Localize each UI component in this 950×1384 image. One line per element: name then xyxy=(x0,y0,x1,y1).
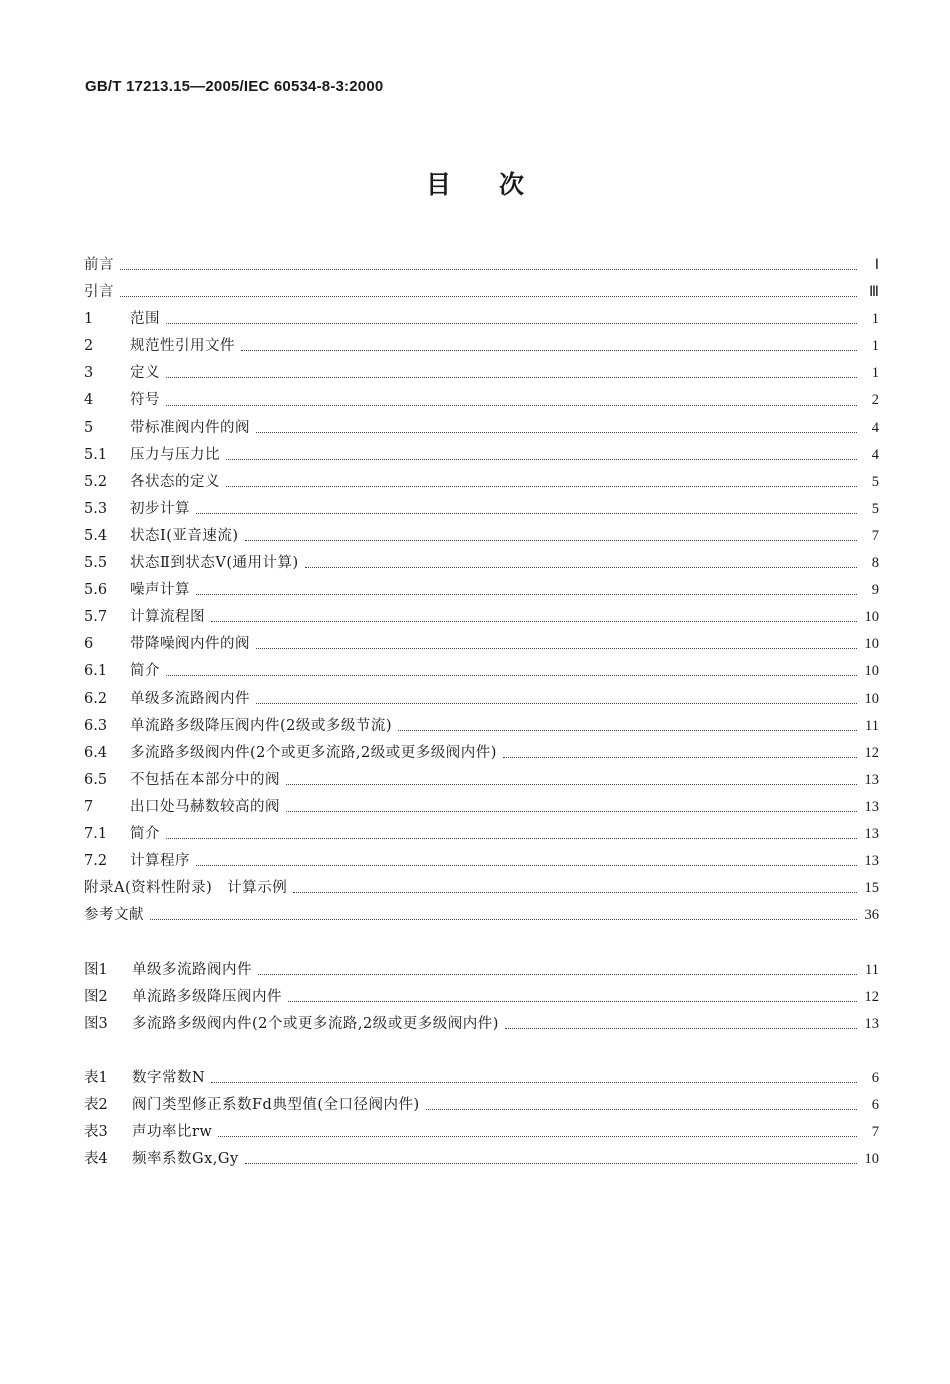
dot-leader xyxy=(258,974,857,975)
toc-entry[interactable] xyxy=(84,659,879,686)
entry-label: 状态Ⅰ(亚音速流) xyxy=(130,527,239,544)
entry-number: 图1 xyxy=(84,962,108,978)
entry-label: 出口处马赫数较高的阀 xyxy=(130,798,280,815)
toc-entry[interactable] xyxy=(84,524,879,551)
toc-entry[interactable] xyxy=(84,334,879,361)
entry-page-number: 13 xyxy=(864,798,879,815)
entry-label: 多流路多级阀内件(2个或更多流路,2级或更多级阀内件) xyxy=(132,1016,499,1033)
entry-page-number: 6 xyxy=(871,1097,879,1114)
entry-label: 单流路多级降压阀内件(2级或多级节流) xyxy=(130,717,393,734)
entry-number: 7.1 xyxy=(84,825,108,842)
dot-leader xyxy=(241,350,857,351)
entry-page-number: 13 xyxy=(864,771,879,788)
dot-leader xyxy=(196,865,857,866)
entry-number: 表4 xyxy=(84,1151,108,1168)
entry-label: 初步计算 xyxy=(130,500,190,517)
toc-entry[interactable] xyxy=(84,822,879,849)
entry-page-number: 10 xyxy=(864,690,879,707)
toc-entry[interactable] xyxy=(84,253,879,280)
entry-label: 前言 xyxy=(84,257,114,273)
entry-label: 符号 xyxy=(130,392,160,409)
entry-page-number: Ⅲ xyxy=(869,284,879,301)
entry-page-number: 5 xyxy=(871,473,879,490)
entry-label: 单级多流路阀内件 xyxy=(132,962,252,978)
entry-page-number: 10 xyxy=(864,663,879,680)
entry-number: 6.2 xyxy=(84,690,108,707)
entry-number: 6.5 xyxy=(84,771,108,788)
entry-page-number: 13 xyxy=(864,853,879,870)
entry-number: 图2 xyxy=(84,989,108,1006)
entry-page-number: 7 xyxy=(871,1124,879,1141)
dot-leader xyxy=(256,703,857,704)
dot-leader xyxy=(218,1136,857,1137)
dot-leader xyxy=(503,757,857,758)
entry-page-number: 7 xyxy=(871,527,879,544)
entry-label: 简介 xyxy=(130,825,160,842)
entry-number: 5.2 xyxy=(84,473,108,490)
dot-leader xyxy=(505,1028,857,1029)
toc-entry[interactable] xyxy=(84,470,879,497)
entry-page-number: 5 xyxy=(871,500,879,517)
entry-page-number: 12 xyxy=(864,989,879,1006)
entry-label: 计算流程图 xyxy=(130,609,205,626)
entry-number: 5.3 xyxy=(84,500,108,517)
dot-leader xyxy=(226,459,857,460)
entry-number: 5.7 xyxy=(84,609,108,626)
entry-page-number: 10 xyxy=(864,1151,879,1168)
table-entry[interactable] xyxy=(84,1147,879,1174)
dot-leader xyxy=(196,513,857,514)
dot-leader xyxy=(196,594,857,595)
dot-leader xyxy=(256,648,857,649)
entry-number: 6.3 xyxy=(84,717,108,734)
dot-leader xyxy=(226,486,857,487)
entry-page-number: 6 xyxy=(871,1070,879,1086)
toc-figure-list xyxy=(84,958,879,1039)
dot-leader xyxy=(166,377,857,378)
entry-number: 3 xyxy=(84,365,94,382)
figure-entry[interactable] xyxy=(84,1012,879,1039)
toc-entry[interactable] xyxy=(84,551,879,578)
entry-number: 6 xyxy=(84,636,94,653)
entry-label: 简介 xyxy=(130,663,160,680)
entry-label: 不包括在本部分中的阀 xyxy=(130,771,280,788)
entry-page-number: Ⅰ xyxy=(874,257,879,273)
figure-entry[interactable] xyxy=(84,985,879,1012)
entry-page-number: 1 xyxy=(871,365,879,382)
entry-page-number: 4 xyxy=(871,446,879,463)
dot-leader xyxy=(166,675,857,676)
entry-number: 6.4 xyxy=(84,744,108,761)
entry-page-number: 9 xyxy=(871,582,879,599)
dot-leader xyxy=(120,296,857,297)
dot-leader xyxy=(245,540,857,541)
toc-entry[interactable] xyxy=(84,416,879,443)
entry-page-number: 15 xyxy=(864,880,879,897)
entry-label: 各状态的定义 xyxy=(130,473,220,490)
standard-code: GB/T 17213.15—2005/IEC 60534-8-3:2000 xyxy=(85,78,384,95)
toc-entry[interactable] xyxy=(84,443,879,470)
toc-entry[interactable] xyxy=(84,307,879,334)
entry-page-number: 11 xyxy=(865,717,879,734)
dot-leader xyxy=(305,567,857,568)
toc-entry[interactable] xyxy=(84,876,879,903)
dot-leader xyxy=(426,1109,857,1110)
toc-entry[interactable] xyxy=(84,768,879,795)
dot-leader xyxy=(166,323,857,324)
entry-label: 数字常数N xyxy=(132,1070,206,1086)
entry-page-number: 10 xyxy=(864,636,879,653)
dot-leader xyxy=(288,1001,857,1002)
entry-number: 5.4 xyxy=(84,527,108,544)
toc-entry[interactable] xyxy=(84,361,879,388)
toc-table-list xyxy=(84,1066,879,1174)
entry-label: 压力与压力比 xyxy=(130,446,220,463)
toc-entry[interactable] xyxy=(84,280,879,307)
entry-number: 5.5 xyxy=(84,555,108,572)
dot-leader xyxy=(166,405,857,406)
dot-leader xyxy=(286,811,857,812)
toc-entry[interactable] xyxy=(84,903,879,930)
dot-leader xyxy=(293,892,857,893)
dot-leader xyxy=(150,919,857,920)
entry-number: 表1 xyxy=(84,1070,108,1086)
entry-label: 带标准阀内件的阀 xyxy=(130,419,250,436)
dot-leader xyxy=(398,730,857,731)
entry-label: 附录A(资料性附录) 计算示例 xyxy=(84,880,288,897)
entry-label: 定义 xyxy=(130,365,160,382)
entry-page-number: 10 xyxy=(864,609,879,626)
entry-page-number: 1 xyxy=(871,338,879,355)
toc-entry[interactable] xyxy=(84,605,879,632)
entry-number: 7.2 xyxy=(84,853,108,870)
entry-number: 5.6 xyxy=(84,582,108,599)
entry-label: 单级多流路阀内件 xyxy=(130,690,250,707)
entry-label: 计算程序 xyxy=(130,853,190,870)
toc-main-list xyxy=(84,253,879,930)
entry-label: 阀门类型修正系数Fd典型值(全口径阀内件) xyxy=(132,1097,420,1114)
dot-leader xyxy=(166,838,857,839)
toc-entry[interactable] xyxy=(84,849,879,876)
toc-entry[interactable] xyxy=(84,578,879,605)
toc-entry[interactable] xyxy=(84,497,879,524)
entry-label: 噪声计算 xyxy=(130,582,190,599)
entry-page-number: 2 xyxy=(871,392,879,409)
table-entry[interactable] xyxy=(84,1066,879,1093)
entry-label: 多流路多级阀内件(2个或更多流路,2级或更多级阀内件) xyxy=(130,744,497,761)
dot-leader xyxy=(286,784,857,785)
entry-number: 6.1 xyxy=(84,663,108,680)
entry-page-number: 4 xyxy=(871,419,879,436)
page-title: 目次 xyxy=(425,170,572,199)
entry-number: 2 xyxy=(84,338,94,355)
entry-label: 范围 xyxy=(130,311,160,328)
table-entry[interactable] xyxy=(84,1120,879,1147)
entry-number: 表2 xyxy=(84,1097,108,1114)
entry-page-number: 13 xyxy=(864,1016,879,1033)
entry-page-number: 12 xyxy=(864,744,879,761)
table-entry[interactable] xyxy=(84,1093,879,1120)
entry-page-number: 36 xyxy=(864,907,879,924)
entry-number: 4 xyxy=(84,392,94,409)
toc-entry[interactable] xyxy=(84,795,879,822)
toc-entry[interactable] xyxy=(84,741,879,768)
entry-number: 7 xyxy=(84,798,94,815)
entry-page-number: 11 xyxy=(865,962,879,978)
entry-label: 带降噪阀内件的阀 xyxy=(130,636,250,653)
dot-leader xyxy=(256,432,857,433)
entry-number: 1 xyxy=(84,311,94,328)
toc-entry[interactable] xyxy=(84,714,879,741)
entry-page-number: 1 xyxy=(871,311,879,328)
entry-label: 参考文献 xyxy=(84,907,144,924)
entry-label: 频率系数Gx,Gy xyxy=(132,1151,239,1168)
entry-number: 图3 xyxy=(84,1016,108,1033)
entry-number: 5 xyxy=(84,419,94,436)
dot-leader xyxy=(211,1082,857,1083)
entry-label: 状态Ⅱ到状态Ⅴ(通用计算) xyxy=(130,555,299,572)
entry-page-number: 8 xyxy=(871,555,879,572)
toc-entry[interactable] xyxy=(84,632,879,659)
toc-entry[interactable] xyxy=(84,388,879,415)
entry-label: 声功率比rw xyxy=(132,1124,213,1141)
entry-label: 规范性引用文件 xyxy=(130,338,235,355)
entry-number: 表3 xyxy=(84,1124,108,1141)
dot-leader xyxy=(120,269,857,270)
entry-label: 引言 xyxy=(84,284,114,301)
figure-entry[interactable] xyxy=(84,958,879,985)
entry-label: 单流路多级降压阀内件 xyxy=(132,989,282,1006)
dot-leader xyxy=(211,621,857,622)
dot-leader xyxy=(245,1163,857,1164)
toc-entry[interactable] xyxy=(84,687,879,714)
entry-number: 5.1 xyxy=(84,446,108,463)
entry-page-number: 13 xyxy=(864,825,879,842)
